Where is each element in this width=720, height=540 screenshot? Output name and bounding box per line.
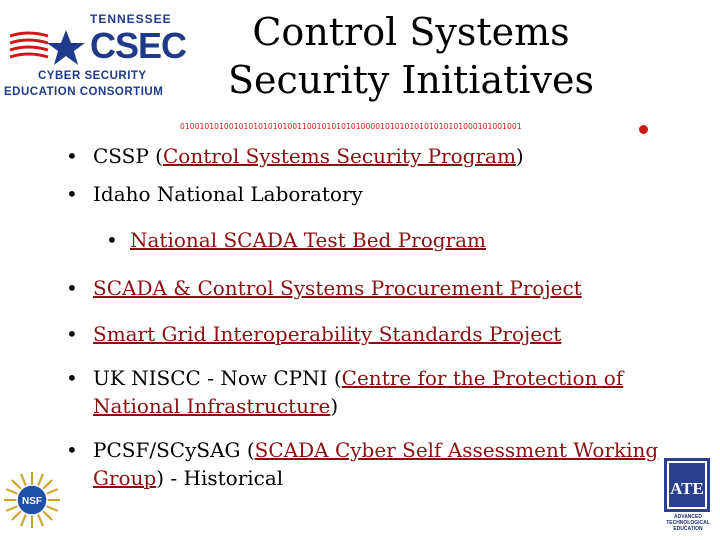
bullet-icon: • xyxy=(66,322,78,346)
procurement-project-link[interactable]: SCADA & Control Systems Procurement Project xyxy=(93,276,582,300)
bullet-icon: • xyxy=(66,182,78,206)
bullet-icon: • xyxy=(66,144,78,168)
bullet-icon: • xyxy=(66,366,78,390)
list-item xyxy=(60,142,670,170)
bullet-icon: • xyxy=(106,228,118,252)
slide-title xyxy=(196,8,626,104)
csec-logo xyxy=(4,8,194,108)
logo-state: TENNESSEE xyxy=(90,12,172,26)
cssp-link[interactable]: Control Systems Security Program xyxy=(162,144,516,168)
list-item xyxy=(60,180,670,208)
logo-acronym: CSEC xyxy=(90,25,187,66)
scada-test-bed-link[interactable]: National SCADA Test Bed Program xyxy=(130,228,487,252)
bullet-suffix: ) xyxy=(515,144,524,168)
smart-grid-link[interactable]: Smart Grid Interoperability Standards Project xyxy=(93,322,562,346)
nsf-logo-icon xyxy=(2,470,62,530)
binary-end-dot-icon xyxy=(639,125,648,134)
logo-subtitle-2: EDUCATION CONSORTIUM xyxy=(4,86,164,98)
list-item xyxy=(60,320,670,348)
cpni-link[interactable]: Centre for the Protection of National Infrastructure xyxy=(93,366,624,418)
binary-strip xyxy=(180,122,650,136)
bullet-text: Idaho National Laboratory xyxy=(93,182,363,206)
bullet-prefix: CSSP ( xyxy=(93,144,163,168)
bullet-list xyxy=(60,142,670,492)
bullet-prefix: PCSF/SCySAG ( xyxy=(93,438,255,462)
scysag-link[interactable]: SCADA Cyber Self Assessment Working Group xyxy=(93,438,659,490)
ate-caption-line-2: TECHNOLOGICAL xyxy=(666,520,710,526)
ate-label: ATE xyxy=(670,479,704,498)
list-item xyxy=(60,274,670,302)
nsf-label: NSF xyxy=(22,496,42,507)
ate-caption-line-1: ADVANCED xyxy=(674,514,702,520)
flag-star-icon xyxy=(8,28,88,68)
ate-caption xyxy=(666,514,710,532)
slide-title-line-1: Control Systems xyxy=(252,10,570,54)
logo-subtitle-1: CYBER SECURITY xyxy=(38,70,147,82)
bullet-prefix: UK NISCC - Now CPNI ( xyxy=(93,366,342,390)
slide-title-line-2: Security Initiatives xyxy=(227,58,594,102)
list-item xyxy=(60,436,670,492)
bullet-icon: • xyxy=(66,276,78,300)
ate-caption-line-3: EDUCATION xyxy=(673,526,703,532)
bullet-icon: • xyxy=(66,438,78,462)
list-item xyxy=(60,226,670,254)
list-item xyxy=(60,364,670,420)
bullet-suffix: ) xyxy=(330,394,339,418)
binary-digits: 0100101010010101010101001100101010101000010101010101010101000101001001 xyxy=(180,122,522,131)
bullet-suffix: ) - Historical xyxy=(156,466,284,490)
